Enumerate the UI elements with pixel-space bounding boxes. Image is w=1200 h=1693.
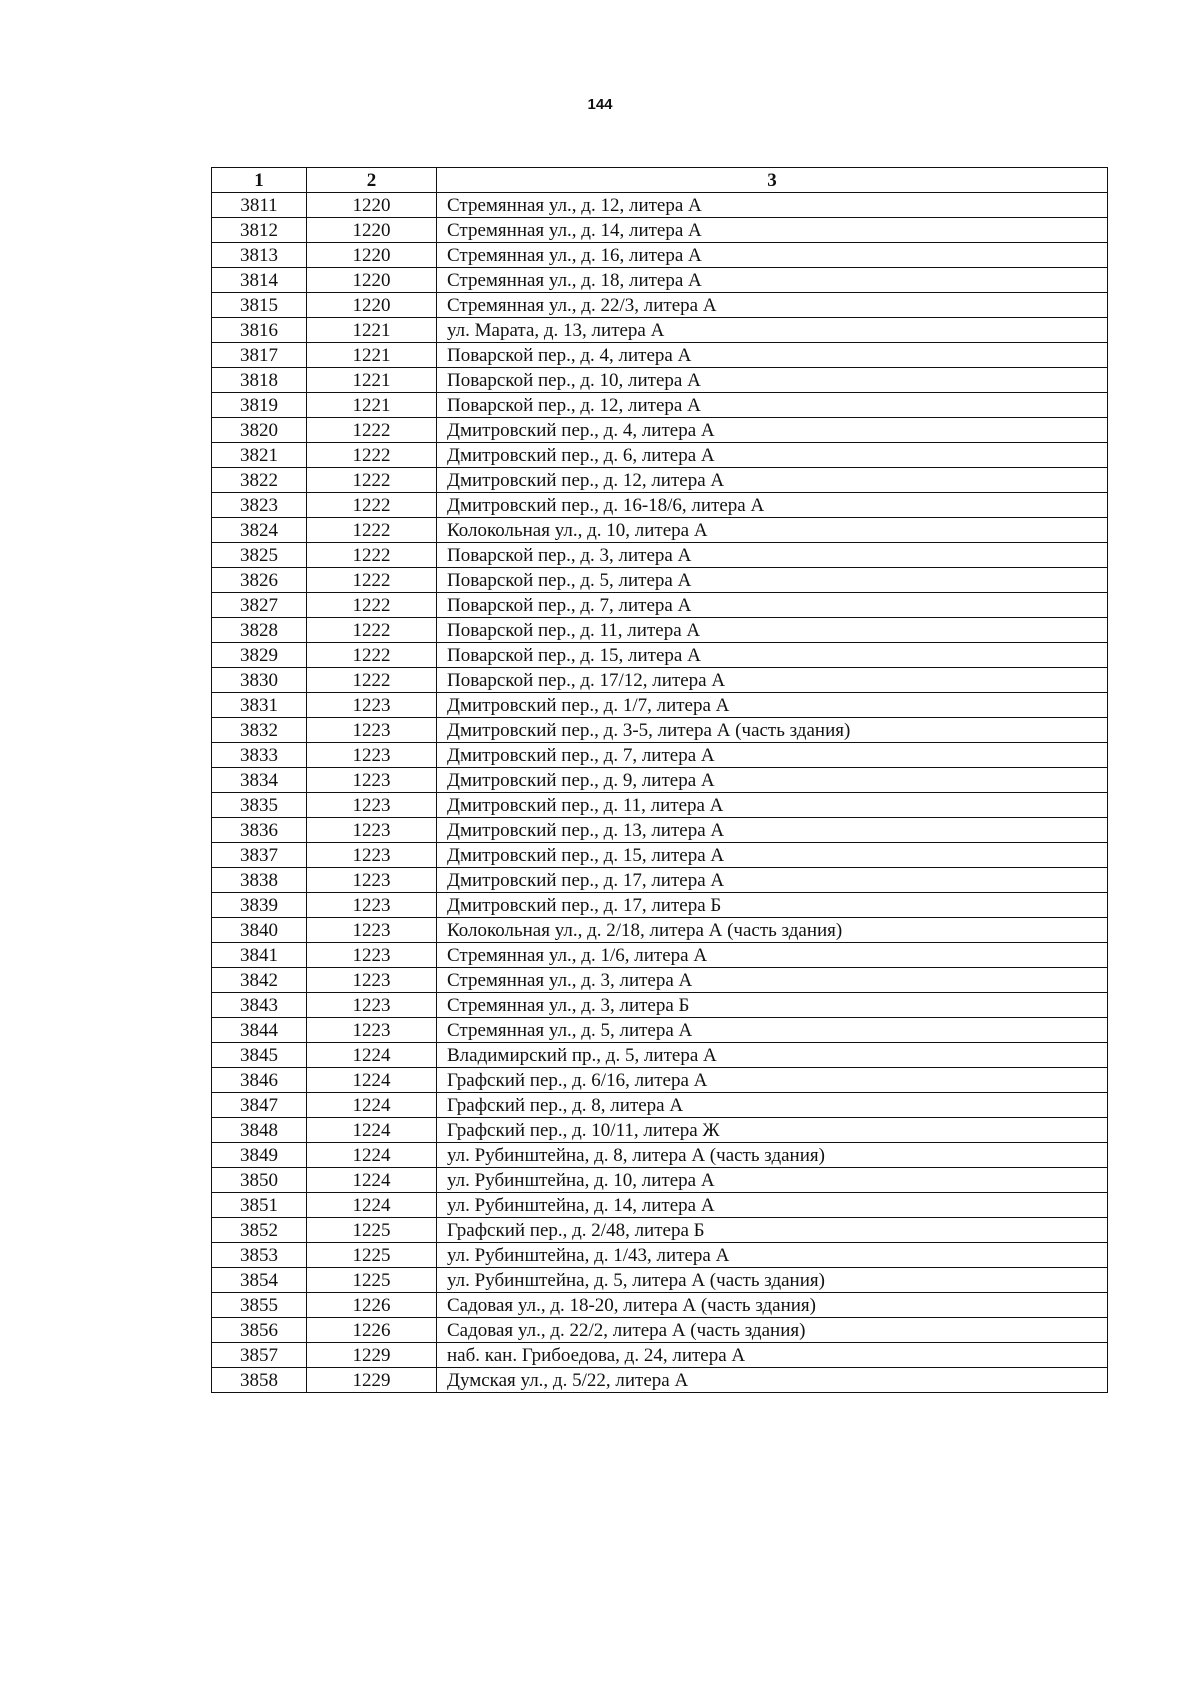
cell-address: Дмитровский пер., д. 4, литера А	[437, 418, 1108, 443]
cell-record-number: 3814	[212, 268, 307, 293]
cell-address: Дмитровский пер., д. 6, литера А	[437, 443, 1108, 468]
cell-address: Стремянная ул., д. 3, литера Б	[437, 993, 1108, 1018]
cell-address: ул. Рубинштейна, д. 8, литера А (часть здания)	[437, 1143, 1108, 1168]
cell-record-number: 3846	[212, 1068, 307, 1093]
cell-address: Стремянная ул., д. 16, литера А	[437, 243, 1108, 268]
cell-address: Дмитровский пер., д. 15, литера А	[437, 843, 1108, 868]
cell-group-number: 1222	[307, 643, 437, 668]
cell-address: ул. Марата, д. 13, литера А	[437, 318, 1108, 343]
cell-record-number: 3813	[212, 243, 307, 268]
cell-group-number: 1220	[307, 193, 437, 218]
column-header-3: 3	[437, 168, 1108, 193]
cell-address: ул. Рубинштейна, д. 1/43, литера А	[437, 1243, 1108, 1268]
table-row	[212, 543, 1108, 568]
cell-group-number: 1221	[307, 343, 437, 368]
cell-group-number: 1223	[307, 918, 437, 943]
cell-group-number: 1223	[307, 893, 437, 918]
cell-address: Поварской пер., д. 10, литера А	[437, 368, 1108, 393]
cell-group-number: 1229	[307, 1343, 437, 1368]
table-row	[212, 1093, 1108, 1118]
table-row	[212, 843, 1108, 868]
cell-group-number: 1223	[307, 768, 437, 793]
table-row	[212, 768, 1108, 793]
table-row	[212, 1193, 1108, 1218]
cell-record-number: 3847	[212, 1093, 307, 1118]
cell-record-number: 3850	[212, 1168, 307, 1193]
column-header-2: 2	[307, 168, 437, 193]
cell-group-number: 1224	[307, 1193, 437, 1218]
registry-table	[211, 167, 1108, 1393]
cell-record-number: 3835	[212, 793, 307, 818]
table-row	[212, 268, 1108, 293]
cell-group-number: 1220	[307, 268, 437, 293]
cell-record-number: 3816	[212, 318, 307, 343]
table-body	[212, 193, 1108, 1393]
cell-address: Поварской пер., д. 4, литера А	[437, 343, 1108, 368]
cell-record-number: 3858	[212, 1368, 307, 1393]
cell-address: Колокольная ул., д. 10, литера А	[437, 518, 1108, 543]
cell-address: Дмитровский пер., д. 16-18/6, литера А	[437, 493, 1108, 518]
cell-group-number: 1223	[307, 818, 437, 843]
table-row	[212, 918, 1108, 943]
cell-record-number: 3857	[212, 1343, 307, 1368]
table-row	[212, 1243, 1108, 1268]
column-header-1: 1	[212, 168, 307, 193]
cell-group-number: 1223	[307, 793, 437, 818]
cell-record-number: 3854	[212, 1268, 307, 1293]
cell-address: Графский пер., д. 2/48, литера Б	[437, 1218, 1108, 1243]
cell-address: Дмитровский пер., д. 7, литера А	[437, 743, 1108, 768]
cell-record-number: 3821	[212, 443, 307, 468]
cell-group-number: 1220	[307, 243, 437, 268]
cell-group-number: 1223	[307, 843, 437, 868]
cell-group-number: 1223	[307, 968, 437, 993]
table-row	[212, 193, 1108, 218]
cell-record-number: 3830	[212, 668, 307, 693]
cell-record-number: 3812	[212, 218, 307, 243]
cell-record-number: 3844	[212, 1018, 307, 1043]
table-row	[212, 943, 1108, 968]
cell-record-number: 3839	[212, 893, 307, 918]
cell-address: Стремянная ул., д. 14, литера А	[437, 218, 1108, 243]
cell-address: Дмитровский пер., д. 11, литера А	[437, 793, 1108, 818]
cell-address: Поварской пер., д. 17/12, литера А	[437, 668, 1108, 693]
cell-address: Дмитровский пер., д. 9, литера А	[437, 768, 1108, 793]
table-row	[212, 1343, 1108, 1368]
table-row	[212, 893, 1108, 918]
cell-address: Владимирский пр., д. 5, литера А	[437, 1043, 1108, 1068]
cell-address: Графский пер., д. 6/16, литера А	[437, 1068, 1108, 1093]
cell-address: Стремянная ул., д. 12, литера А	[437, 193, 1108, 218]
cell-group-number: 1224	[307, 1043, 437, 1068]
cell-group-number: 1223	[307, 1018, 437, 1043]
cell-record-number: 3856	[212, 1318, 307, 1343]
table-row	[212, 368, 1108, 393]
cell-address: Дмитровский пер., д. 12, литера А	[437, 468, 1108, 493]
cell-record-number: 3815	[212, 293, 307, 318]
table-row	[212, 643, 1108, 668]
cell-record-number: 3855	[212, 1293, 307, 1318]
cell-group-number: 1224	[307, 1093, 437, 1118]
cell-address: Садовая ул., д. 22/2, литера А (часть здания)	[437, 1318, 1108, 1343]
table-row	[212, 818, 1108, 843]
cell-record-number: 3832	[212, 718, 307, 743]
table-row	[212, 718, 1108, 743]
cell-group-number: 1225	[307, 1218, 437, 1243]
cell-record-number: 3819	[212, 393, 307, 418]
table-row	[212, 593, 1108, 618]
cell-group-number: 1222	[307, 443, 437, 468]
cell-group-number: 1221	[307, 318, 437, 343]
cell-group-number: 1222	[307, 568, 437, 593]
cell-address: Думская ул., д. 5/22, литера А	[437, 1368, 1108, 1393]
cell-group-number: 1225	[307, 1243, 437, 1268]
table-row	[212, 443, 1108, 468]
cell-record-number: 3837	[212, 843, 307, 868]
cell-group-number: 1220	[307, 218, 437, 243]
cell-record-number: 3852	[212, 1218, 307, 1243]
cell-group-number: 1222	[307, 468, 437, 493]
cell-group-number: 1226	[307, 1293, 437, 1318]
table-row	[212, 793, 1108, 818]
cell-group-number: 1222	[307, 418, 437, 443]
header-row	[212, 168, 1108, 193]
cell-address: Дмитровский пер., д. 17, литера Б	[437, 893, 1108, 918]
table-row	[212, 968, 1108, 993]
cell-record-number: 3838	[212, 868, 307, 893]
cell-address: Поварской пер., д. 7, литера А	[437, 593, 1108, 618]
table-row	[212, 243, 1108, 268]
cell-record-number: 3824	[212, 518, 307, 543]
cell-address: Графский пер., д. 10/11, литера Ж	[437, 1118, 1108, 1143]
cell-group-number: 1221	[307, 368, 437, 393]
cell-record-number: 3823	[212, 493, 307, 518]
cell-address: Дмитровский пер., д. 1/7, литера А	[437, 693, 1108, 718]
cell-address: Дмитровский пер., д. 13, литера А	[437, 818, 1108, 843]
cell-group-number: 1223	[307, 693, 437, 718]
cell-address: Поварской пер., д. 5, литера А	[437, 568, 1108, 593]
cell-group-number: 1225	[307, 1268, 437, 1293]
cell-address: Графский пер., д. 8, литера А	[437, 1093, 1108, 1118]
cell-group-number: 1229	[307, 1368, 437, 1393]
cell-group-number: 1223	[307, 743, 437, 768]
cell-record-number: 3843	[212, 993, 307, 1018]
cell-record-number: 3829	[212, 643, 307, 668]
table-row	[212, 418, 1108, 443]
table-row	[212, 318, 1108, 343]
table-row	[212, 693, 1108, 718]
cell-record-number: 3826	[212, 568, 307, 593]
cell-record-number: 3833	[212, 743, 307, 768]
cell-address: Поварской пер., д. 15, литера А	[437, 643, 1108, 668]
table-row	[212, 1143, 1108, 1168]
cell-address: Стремянная ул., д. 1/6, литера А	[437, 943, 1108, 968]
cell-record-number: 3849	[212, 1143, 307, 1168]
cell-group-number: 1223	[307, 718, 437, 743]
cell-group-number: 1221	[307, 393, 437, 418]
table-header	[212, 168, 1108, 193]
table-row	[212, 468, 1108, 493]
cell-record-number: 3841	[212, 943, 307, 968]
cell-address: Садовая ул., д. 18-20, литера А (часть здания)	[437, 1293, 1108, 1318]
table-row	[212, 1218, 1108, 1243]
table-row	[212, 293, 1108, 318]
cell-record-number: 3831	[212, 693, 307, 718]
cell-address: ул. Рубинштейна, д. 14, литера А	[437, 1193, 1108, 1218]
cell-address: Стремянная ул., д. 3, литера А	[437, 968, 1108, 993]
cell-record-number: 3818	[212, 368, 307, 393]
cell-group-number: 1223	[307, 943, 437, 968]
cell-group-number: 1223	[307, 993, 437, 1018]
cell-record-number: 3853	[212, 1243, 307, 1268]
table-row	[212, 1068, 1108, 1093]
cell-address: ул. Рубинштейна, д. 10, литера А	[437, 1168, 1108, 1193]
cell-address: Стремянная ул., д. 18, литера А	[437, 268, 1108, 293]
cell-record-number: 3840	[212, 918, 307, 943]
table-row	[212, 618, 1108, 643]
table-row	[212, 568, 1108, 593]
cell-address: Колокольная ул., д. 2/18, литера А (часть здания)	[437, 918, 1108, 943]
cell-record-number: 3851	[212, 1193, 307, 1218]
table-row	[212, 343, 1108, 368]
cell-record-number: 3836	[212, 818, 307, 843]
table-row	[212, 1318, 1108, 1343]
cell-address: Поварской пер., д. 12, литера А	[437, 393, 1108, 418]
table-row	[212, 518, 1108, 543]
cell-group-number: 1222	[307, 593, 437, 618]
cell-group-number: 1222	[307, 543, 437, 568]
cell-record-number: 3848	[212, 1118, 307, 1143]
cell-record-number: 3820	[212, 418, 307, 443]
cell-group-number: 1223	[307, 868, 437, 893]
table-row	[212, 1268, 1108, 1293]
cell-group-number: 1222	[307, 668, 437, 693]
cell-group-number: 1224	[307, 1168, 437, 1193]
cell-group-number: 1224	[307, 1118, 437, 1143]
cell-address: Стремянная ул., д. 5, литера А	[437, 1018, 1108, 1043]
table-row	[212, 868, 1108, 893]
cell-record-number: 3825	[212, 543, 307, 568]
cell-group-number: 1226	[307, 1318, 437, 1343]
cell-record-number: 3828	[212, 618, 307, 643]
table-row	[212, 668, 1108, 693]
cell-address: Дмитровский пер., д. 3-5, литера А (часть здания)	[437, 718, 1108, 743]
cell-address: Стремянная ул., д. 22/3, литера А	[437, 293, 1108, 318]
table-row	[212, 1168, 1108, 1193]
cell-group-number: 1220	[307, 293, 437, 318]
cell-record-number: 3817	[212, 343, 307, 368]
table-row	[212, 218, 1108, 243]
cell-group-number: 1222	[307, 493, 437, 518]
table-row	[212, 993, 1108, 1018]
cell-address: Дмитровский пер., д. 17, литера А	[437, 868, 1108, 893]
cell-address: ул. Рубинштейна, д. 5, литера А (часть здания)	[437, 1268, 1108, 1293]
cell-record-number: 3811	[212, 193, 307, 218]
table-row	[212, 743, 1108, 768]
cell-record-number: 3822	[212, 468, 307, 493]
cell-group-number: 1222	[307, 618, 437, 643]
cell-group-number: 1222	[307, 518, 437, 543]
cell-record-number: 3842	[212, 968, 307, 993]
table-row	[212, 1018, 1108, 1043]
cell-address: наб. кан. Грибоедова, д. 24, литера А	[437, 1343, 1108, 1368]
cell-address: Поварской пер., д. 3, литера А	[437, 543, 1108, 568]
cell-group-number: 1224	[307, 1143, 437, 1168]
table-row	[212, 393, 1108, 418]
table-row	[212, 1043, 1108, 1068]
table-row	[212, 1368, 1108, 1393]
cell-group-number: 1224	[307, 1068, 437, 1093]
cell-record-number: 3834	[212, 768, 307, 793]
table-row	[212, 1118, 1108, 1143]
cell-record-number: 3845	[212, 1043, 307, 1068]
cell-record-number: 3827	[212, 593, 307, 618]
table-row	[212, 493, 1108, 518]
page-number: 144	[587, 96, 613, 113]
table-row	[212, 1293, 1108, 1318]
cell-address: Поварской пер., д. 11, литера А	[437, 618, 1108, 643]
